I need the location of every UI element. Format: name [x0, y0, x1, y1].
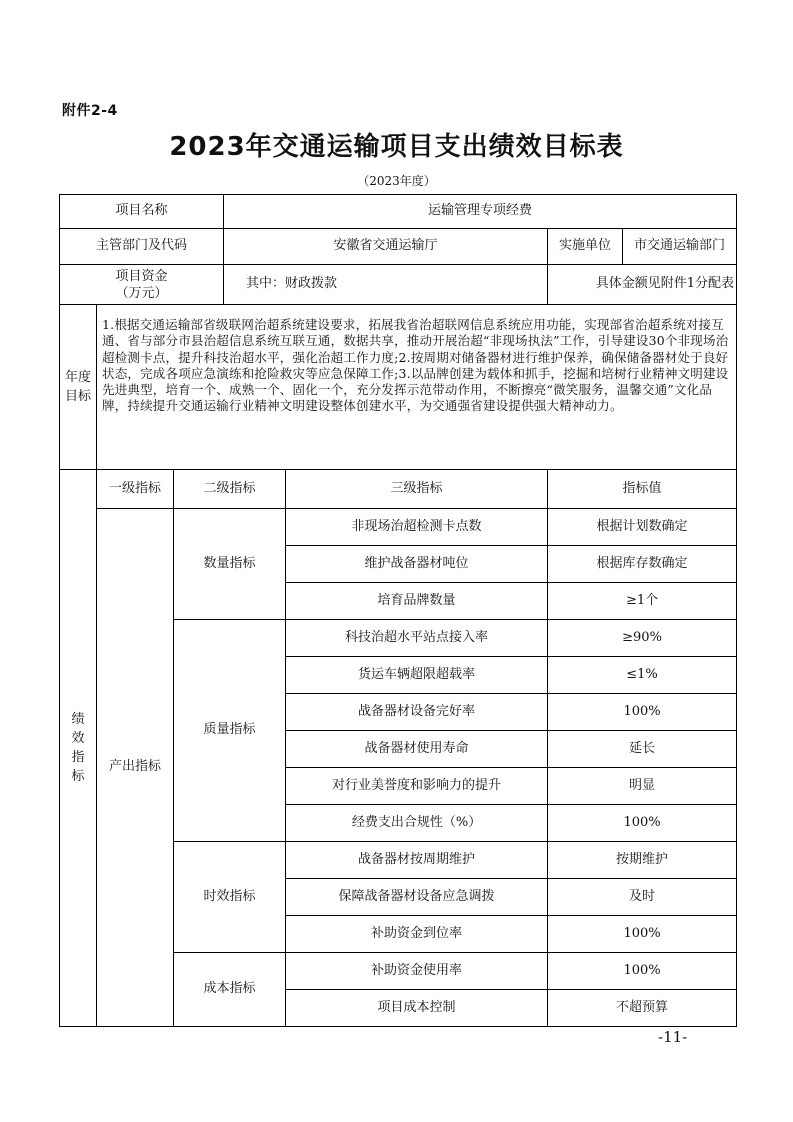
indicator-name: 非现场治超检测卡点数 — [286, 509, 548, 546]
dept-label: 主管部门及代码 — [60, 229, 224, 265]
indicator-value: 100% — [548, 805, 737, 842]
indicator-value: ≥90% — [548, 620, 737, 657]
indicator-name: 培育品牌数量 — [286, 583, 548, 620]
page-number: -11- — [658, 1028, 688, 1046]
indicator-name: 战备器材按周期维护 — [286, 842, 548, 879]
indicators-section-label: 绩效指标 — [60, 470, 97, 1027]
indicator-value: ≤1% — [548, 657, 737, 694]
indicator-value: 100% — [548, 694, 737, 731]
impl-value: 市交通运输部门 — [623, 229, 737, 265]
indicator-value: 100% — [548, 916, 737, 953]
indicator-value: 延长 — [548, 731, 737, 768]
impl-label: 实施单位 — [548, 229, 623, 265]
funds-source: 其中：财政拨款 — [224, 265, 548, 305]
col-header-value: 指标值 — [548, 470, 737, 509]
indicator-value: 明显 — [548, 768, 737, 805]
indicator-name: 货运车辆超限超载率 — [286, 657, 548, 694]
indicator-name: 项目成本控制 — [286, 990, 548, 1027]
performance-target-table — [59, 194, 737, 1027]
indicator-name: 维护战备器材吨位 — [286, 546, 548, 583]
group-timeliness: 时效指标 — [174, 842, 286, 953]
indicator-name: 保障战备器材设备应急调拨 — [286, 879, 548, 916]
group-cost: 成本指标 — [174, 953, 286, 1027]
project-name-value: 运输管理专项经费 — [224, 195, 737, 229]
indicator-value: 100% — [548, 953, 737, 990]
indicator-name: 经费支出合规性（%） — [286, 805, 548, 842]
col-header-level3: 三级指标 — [286, 470, 548, 509]
indicator-value: 根据库存数确定 — [548, 546, 737, 583]
indicator-name: 补助资金到位率 — [286, 916, 548, 953]
level1-output: 产出指标 — [97, 509, 174, 1027]
page-title: 2023年交通运输项目支出绩效目标表 — [169, 132, 624, 162]
indicator-name: 对行业美誉度和影响力的提升 — [286, 768, 548, 805]
goal-text: 1.根据交通运输部省级联网治超系统建设要求，拓展我省治超联网信息系统应用功能，实现部省治超系统对接互通、省与部分市县治超信息系统互联互通，数据共享，推动开展治超“非现场执法”工作，引导建设30个非现场治超检测卡点，提升科技治超水平，强化治超工作力度;2.按周期对储备器材进行维护保养，确保储备器材处于良好状态，完成各项应急演练和抢险救灾等应急保障工作;3.以品牌创建为载体和抓手，挖掘和培树行业精神文明建设先进典型，培育一个、成熟一个、固化一个，充分发挥示范带动作用，不断擦亮“微笑服务，温馨交通”文化品牌，持续提升交通运输行业精神文明建设整体创建水平，为交通强省建设提供强大精神动力。 — [97, 305, 737, 470]
project-name-label: 项目名称 — [60, 195, 224, 229]
indicator-value: 不超预算 — [548, 990, 737, 1027]
goal-label: 年度 目标 — [60, 305, 97, 470]
indicator-name: 科技治超水平站点接入率 — [286, 620, 548, 657]
indicator-value: 根据计划数确定 — [548, 509, 737, 546]
dept-value: 安徽省交通运输厅 — [224, 229, 548, 265]
indicator-name: 战备器材使用寿命 — [286, 731, 548, 768]
indicator-name: 补助资金使用率 — [286, 953, 548, 990]
col-header-level2: 二级指标 — [174, 470, 286, 509]
indicator-name: 战备器材设备完好率 — [286, 694, 548, 731]
indicator-value: ≥1个 — [548, 583, 737, 620]
group-quality: 质量指标 — [174, 620, 286, 842]
funds-note: 具体金额见附件1分配表 — [548, 265, 737, 305]
funds-label: 项目资金 （万元） — [60, 265, 224, 305]
indicator-value: 按期维护 — [548, 842, 737, 879]
col-header-level1: 一级指标 — [97, 470, 174, 509]
year-note: （2023年度） — [357, 174, 436, 188]
attachment-label: 附件2-4 — [62, 103, 118, 119]
indicator-value: 及时 — [548, 879, 737, 916]
group-quantity: 数量指标 — [174, 509, 286, 620]
